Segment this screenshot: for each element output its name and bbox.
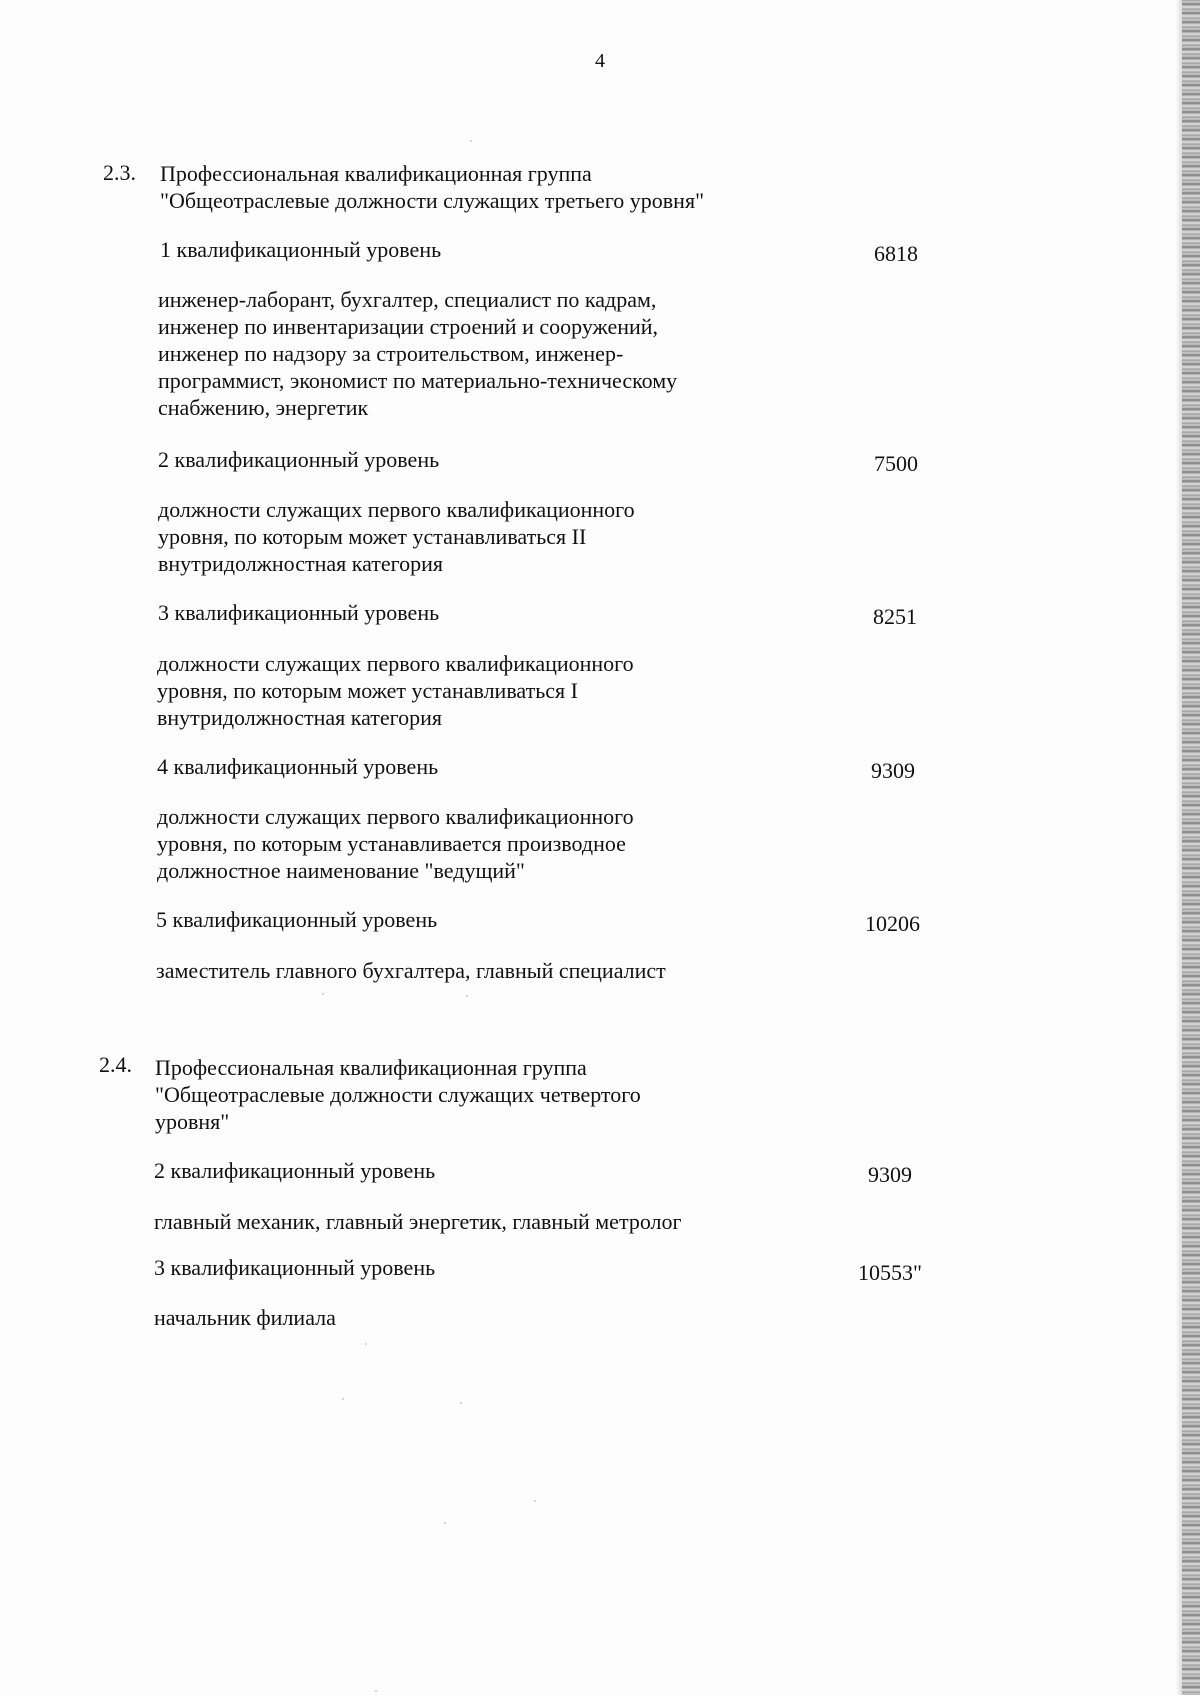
level-amount: 8251	[873, 604, 917, 629]
description-line: должностное наименование "ведущий"	[157, 858, 525, 883]
level-amount: 10206	[865, 911, 920, 936]
section-title	[160, 160, 704, 214]
level-amount: 9309	[868, 1162, 912, 1187]
section-title-line: "Общеотраслевые должности служащих третьего уровня"	[160, 188, 705, 213]
section-number: 2.4.	[99, 1052, 132, 1077]
level-label: 2 квалификационный уровень	[158, 447, 440, 472]
description-line: заместитель главного бухгалтера, главный специалист	[156, 958, 666, 983]
section-title-line: уровня"	[155, 1109, 230, 1134]
scan-speck	[365, 1343, 367, 1345]
description-line: должности служащих первого квалификационного	[157, 804, 634, 829]
description-line: главный механик, главный энергетик, главный метролог	[154, 1209, 682, 1234]
level-label: 3 квалификационный уровень	[154, 1255, 436, 1280]
section-title-line: "Общеотраслевые должности служащих четвертого	[155, 1082, 641, 1107]
level-description	[156, 957, 666, 984]
description-line: уровня, по которым устанавливается производное	[157, 831, 626, 856]
scan-speck	[375, 1690, 377, 1692]
level-label: 1 квалификационный уровень	[160, 237, 442, 262]
level-description	[154, 1208, 682, 1235]
scan-speck	[466, 995, 468, 997]
scan-speck	[460, 1402, 462, 1404]
level-description	[157, 803, 634, 884]
scan-edge-strip	[1182, 0, 1200, 1695]
description-line: начальник филиала	[154, 1305, 336, 1330]
scan-speck	[470, 140, 472, 142]
section-title	[155, 1054, 641, 1135]
scan-speck	[342, 1398, 344, 1400]
level-label: 2 квалификационный уровень	[154, 1158, 436, 1183]
scan-speck	[444, 1522, 446, 1524]
description-line: инженер по надзору за строительством, инженер-	[158, 341, 624, 366]
level-amount: 9309	[871, 758, 915, 783]
section-title-line: Профессиональная квалификационная группа	[160, 161, 592, 186]
description-line: уровня, по которым может устанавливаться II	[158, 524, 587, 549]
description-line: уровня, по которым может устанавливаться I	[157, 678, 578, 703]
level-label: 3 квалификационный уровень	[158, 600, 440, 625]
description-line: снабжению, энергетик	[158, 395, 369, 420]
description-line: должности служащих первого квалификационного	[158, 497, 635, 522]
description-line: внутридолжностная категория	[158, 551, 444, 576]
level-description	[157, 650, 634, 731]
scan-speck	[534, 1500, 536, 1502]
description-line: инженер по инвентаризации строений и сооружений,	[158, 314, 659, 339]
scan-speck	[322, 993, 324, 995]
level-description	[154, 1304, 336, 1331]
description-line: внутридолжностная категория	[157, 705, 443, 730]
page-number: 4	[595, 50, 605, 72]
description-line: должности служащих первого квалификационного	[157, 651, 634, 676]
description-line: инженер-лаборант, бухгалтер, специалист по кадрам,	[158, 287, 657, 312]
section-number: 2.3.	[103, 160, 136, 185]
level-amount: 6818	[874, 241, 918, 266]
level-description	[158, 496, 635, 577]
section-title-line: Профессиональная квалификационная группа	[155, 1055, 587, 1080]
level-label: 5 квалификационный уровень	[156, 907, 438, 932]
level-description	[158, 286, 677, 421]
level-label: 4 квалификационный уровень	[157, 754, 439, 779]
level-amount: 10553"	[858, 1260, 922, 1285]
description-line: программист, экономист по материально-техническому	[158, 368, 678, 393]
level-amount: 7500	[874, 451, 918, 476]
